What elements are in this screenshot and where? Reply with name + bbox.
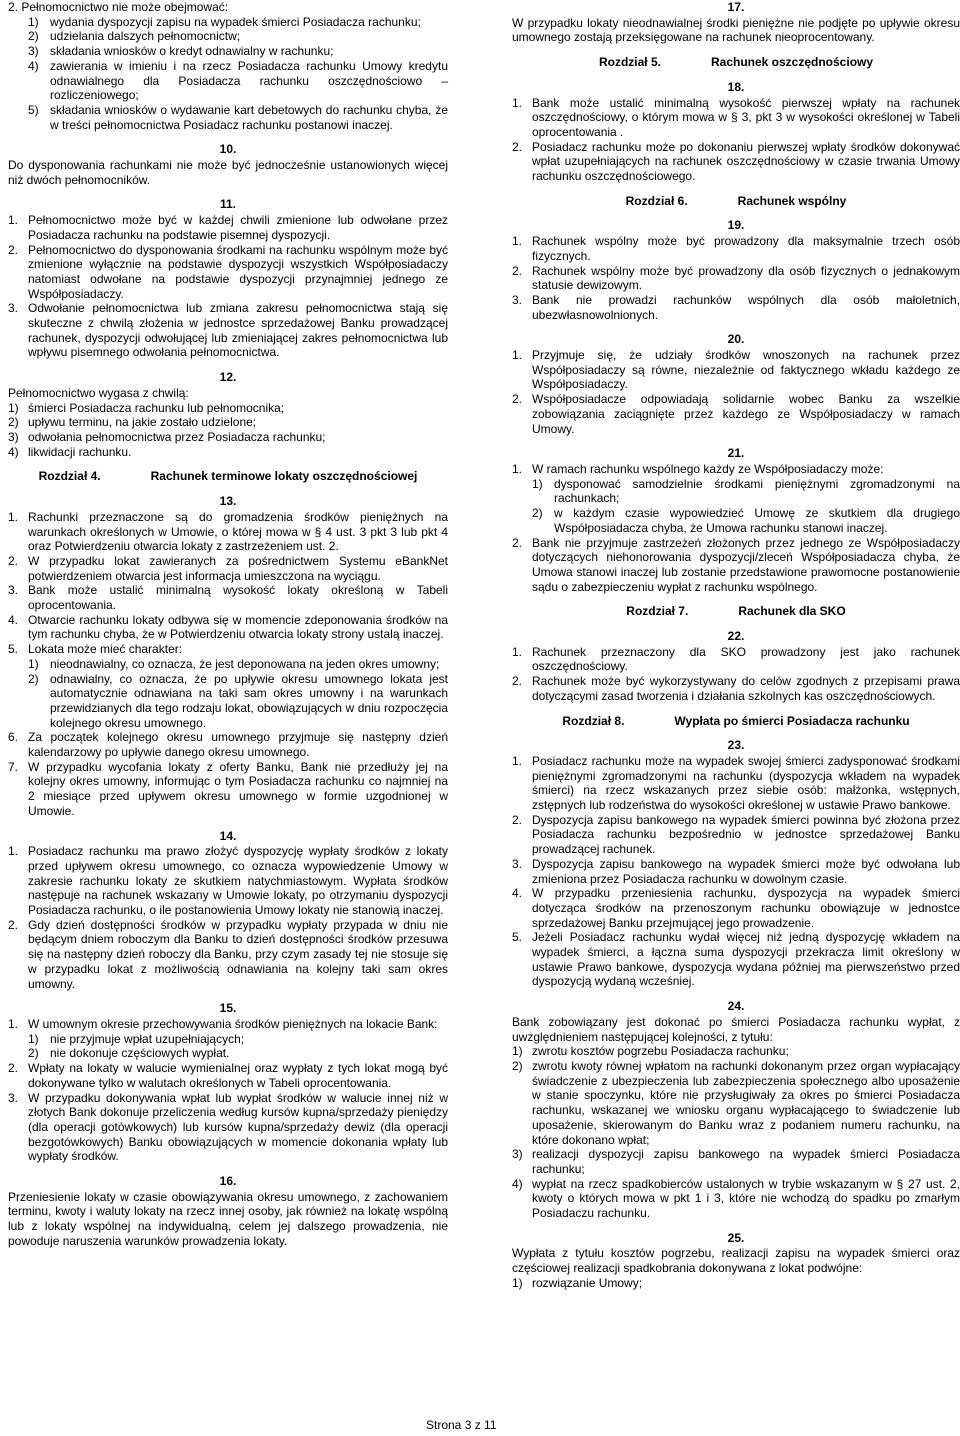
item-text: wydania dyspozycji zapisu na wypadek śmierci Posiadacza rachunku; xyxy=(50,14,421,29)
chapter-title: Rachunek terminowe lokaty oszczędnościowej xyxy=(150,469,418,484)
item-text: W przypadku przeniesienia rachunku, dyspozycja na wypadek śmierci dotycząca środków na przenoszonym rachunku obowiązuje w jednostce sprzedażowej Banku przejmującej jego prowadzenie. xyxy=(532,886,960,930)
list-item xyxy=(512,886,960,930)
item-text: W przypadku wycofania lokaty z oferty Banku, Bank nie przedłuży jej na kolejny okres umowny, informując o tym Posiadacza rachunku co najmniej na 2 miesiące przed upływem okresu umownego w formie uzgodnionej w Umowie. xyxy=(28,759,448,818)
item-text: W przypadku dokonywania wpłat lub wypłat środków w walucie innej niż w złotych Bank dokonuje przeliczenia według kursów kupna/sprzedaży pieniędzy (dla operacji gotówkowych) lub kursów kupna/sprzedaży dewiz (dla operacji bezgotówkowych) Banku obowiązujących w momencie dokonania wpłaty lub wypłaty środków. xyxy=(28,1090,448,1164)
list-item xyxy=(28,1032,448,1047)
paragraph-text: Bank zobowiązany jest dokonać po śmierci Posiadacza rachunku wypłat, z uwzględnieniem następującej kolejności, z tytułu: xyxy=(512,1014,960,1044)
item-number: 3. xyxy=(512,292,523,307)
item-number: 2. xyxy=(8,917,19,932)
list-item xyxy=(8,1017,448,1032)
item-number: 7. xyxy=(8,759,19,774)
list-item xyxy=(512,536,960,595)
item-text: Pełnomocnictwo do dysponowania środkami na rachunku wspólnym może być zmienione wyłącznie na podstawie dyspozycji wszystkich Współposiadaczy natomiast odwołane na podstawie dyspozycji przynajmniej jednego ze Współposiadaczy. xyxy=(28,242,448,301)
paragraph-heading: 14. xyxy=(219,828,237,843)
item-text: upływu terminu, na jakie zostało udzielone; xyxy=(28,415,257,430)
chapter-label: Rozdział 7. xyxy=(626,604,689,619)
list-item xyxy=(8,730,448,759)
list-item xyxy=(28,657,448,672)
item-text: nie przyjmuje wpłat uzupełniających; xyxy=(50,1031,245,1046)
list-item xyxy=(28,1046,448,1061)
page-footer: Strona 3 z 11 xyxy=(426,1418,497,1432)
paragraph-text: Przeniesienie lokaty w czasie obowiązywania okresu umownego, z zachowaniem terminu, kwoty i waluty lokaty na rzecz innej osoby, jak również na lokatę wspólną lub z lokaty wspólnej na indywidualną, celem jej dalszego prowadzenia, nie powoduje naruszenia warunków prowadzenia lokaty. xyxy=(8,1189,448,1248)
item-number: 3. xyxy=(8,583,19,598)
item-number: 1. xyxy=(512,753,523,768)
list-item xyxy=(512,264,960,293)
item-text: Gdy dzień dostępności środków w przypadku wypłaty przypada w dniu nie będącym dniem roboczym dla Banku to dzień dostępności środków przesuwa się na następny dzień roboczy dla Banku, przy czym zasady tej nie stosuje się w przypadku lokat z możliwością odnawiania na kolejny taki sam okres umowny. xyxy=(28,917,448,991)
item-text: Posiadacz rachunku ma prawo złożyć dyspozycję wypłaty środków z lokaty przed upływem okresu umownego, co oznacza wypowiedzenie Umowy w zakresie rachunku lokaty ze skutkiem natychmiastowym. Wypłata środków następuje na rachunek wskazany w Umowie lokaty, po otrzymaniu dyspozycji Posiadacza rachunku, o ile postanowienia Umowy lokaty nie stanowią inaczej. xyxy=(28,844,448,918)
chapter-label: Rozdział 5. xyxy=(598,55,661,70)
item-text: Bank może ustalić minimalną wysokość lokaty określoną w Tabeli oprocentowania. xyxy=(28,583,448,613)
chapter-heading xyxy=(8,469,448,484)
item-text: składania wniosków o kredyt odnawialny w rachunku; xyxy=(50,44,334,59)
list-item xyxy=(512,1044,960,1059)
paragraph-heading: 21. xyxy=(727,446,745,461)
item-text: Lokata może mieć charakter: xyxy=(28,642,183,657)
chapter-title: Rachunek dla SKO xyxy=(738,604,846,619)
item-number: 2. xyxy=(8,553,19,568)
item-number: 4) xyxy=(28,58,39,73)
item-text: w każdym czasie wypowiedzieć Umowę ze skutkiem dla drugiego Współposiadacza chyba, że Umowa rachunku stanowi inaczej. xyxy=(554,506,960,535)
list-item xyxy=(512,1177,960,1221)
item-number: 2) xyxy=(8,415,19,430)
item-number: 1. xyxy=(8,509,19,524)
list-item xyxy=(512,234,960,263)
item-number: 3. xyxy=(512,856,523,871)
item-number: 3) xyxy=(28,44,39,59)
chapter-heading xyxy=(512,714,960,729)
item-number: 4) xyxy=(512,1176,523,1191)
item-text: Jeżeli Posiadacz rachunku wydał więcej niż jedną dyspozycję wkładem na wypadek śmierci, a łączna suma dyspozycji przekracza limit określony w ustawie Prawo bankowe, dyspozycja wydana później ma pierwszeństwo przed dyspozycją wydaną wcześniej. xyxy=(532,930,960,989)
paragraph-heading: 12. xyxy=(219,370,237,385)
list-item xyxy=(512,645,960,674)
item-number: 5. xyxy=(512,930,523,945)
item-text: zwrotu kosztów pogrzebu Posiadacza rachunku; xyxy=(532,1044,789,1059)
list-item xyxy=(8,301,448,360)
item-number: 5. xyxy=(8,642,19,657)
list-item xyxy=(28,59,448,103)
item-number: 1) xyxy=(8,400,19,415)
list-item xyxy=(28,44,448,59)
item-text: likwidacji rachunku. xyxy=(28,444,132,459)
list-item xyxy=(512,930,960,989)
item-text: realizacji dyspozycji zapisu bankowego na wypadek śmierci Posiadacza rachunku; xyxy=(532,1147,960,1176)
list-item xyxy=(512,392,960,436)
item-text: Dyspozycja zapisu bankowego na wypadek śmierci może być odwołana lub zmieniona przez Posiadacza rachunku w dowolnym czasie. xyxy=(532,856,960,886)
item-number: 1. xyxy=(8,844,19,859)
item-number: 1) xyxy=(512,1044,523,1059)
paragraph-heading: 19. xyxy=(727,218,745,233)
item-text: wypłat na rzecz spadkobierców ustalonych w trybie wskazanym w § 27 ust. 2, kwoty o których mowa w pkt 1 i 3, które nie wchodzą do spadku po zmarłym Posiadaczu rachunku. xyxy=(532,1176,960,1221)
item-text: W ramach rachunku wspólnego każdy ze Współposiadaczy może: xyxy=(532,461,884,476)
paragraph-heading: 23. xyxy=(727,738,745,753)
paragraph-heading: 17. xyxy=(727,0,745,14)
item-number: 1) xyxy=(532,476,543,491)
list-item xyxy=(532,477,960,506)
list-item xyxy=(8,583,448,612)
chapter-label: Rozdział 8. xyxy=(562,713,625,728)
item-text: nieodnawialny, co oznacza, że jest deponowana na jeden okres umowny; xyxy=(50,656,440,671)
list-item xyxy=(8,760,448,819)
chapter-title: Wypłata po śmierci Posiadacza rachunku xyxy=(674,713,910,728)
item-text: W przypadku lokat zawieranych za pośrednictwem Systemu eBankNet potwierdzeniem otwarcia jest informacja umieszczona na wyciągu. xyxy=(28,553,448,583)
item-text: Rachunki przeznaczone są do gromadzenia środków pieniężnych na warunkach określonych w Umowie, o której mowa w § 4 ust. 3 pkt 3 lub pkt 4 oraz Potwierdzeniu otwarcia lokaty z zastrzeżeniem ust. 2. xyxy=(28,509,448,554)
item-number: 1) xyxy=(28,656,39,671)
list-item xyxy=(8,213,448,242)
item-text: Bank nie przyjmuje zastrzeżeń złożonych przez jednego ze Współposiadaczy dotyczących niehonorowania dyspozycji/zleceń Współposiadacza chyba, że Umowa stanowi inaczej lub zostanie przedstawione prawomocne postanowienie sądu o zabezpieczeniu wypłat z rachunku wspólnego. xyxy=(532,535,960,594)
item-number: 4. xyxy=(8,612,19,627)
item-number: 2. xyxy=(8,1061,19,1076)
item-number: 2. xyxy=(8,242,19,257)
list-item xyxy=(8,445,448,460)
list-item xyxy=(8,918,448,992)
list-item xyxy=(28,15,448,30)
item-text: Rachunek może być wykorzystywany do celów zgodnych z przepisami prawa dotyczącymi zasad tworzenia i działania szkolnych kas oszczędnościowych. xyxy=(532,674,960,703)
item-text: odwołania pełnomocnictwa przez Posiadacza rachunku; xyxy=(28,429,326,444)
right-column xyxy=(512,0,960,1291)
item-text: nie dokonuje częściowych wypłat. xyxy=(50,1046,230,1061)
list-item xyxy=(512,140,960,184)
paragraph-heading: 24. xyxy=(727,999,745,1014)
list-item xyxy=(512,1059,960,1147)
paragraph-heading: 10. xyxy=(219,142,237,157)
item-text: Rachunek wspólny może być prowadzony dla osób fizycznych o jednakowym statusie dewizowym. xyxy=(532,263,960,293)
item-number: 1) xyxy=(512,1275,523,1290)
item-number: 2. xyxy=(512,535,523,550)
item-text: rozwiązanie Umowy; xyxy=(532,1275,643,1290)
item-number: 2) xyxy=(532,506,543,521)
section-intro: 2. Pełnomocnictwo nie może obejmować: xyxy=(8,0,229,14)
item-number: 2) xyxy=(512,1059,523,1073)
list-item xyxy=(512,1276,960,1291)
list-item xyxy=(8,844,448,918)
list-item xyxy=(532,506,960,535)
item-number: 1. xyxy=(8,213,19,228)
item-number: 3. xyxy=(8,1090,19,1105)
item-number: 2) xyxy=(28,1046,39,1061)
list-item xyxy=(512,293,960,322)
item-number: 5) xyxy=(28,102,39,117)
item-text: Bank nie prowadzi rachunków wspólnych dla osób małoletnich, ubezwłasnowolnionych. xyxy=(532,292,960,322)
item-text: W umownym okresie przechowywania środków pieniężnych na lokacie Bank: xyxy=(28,1017,438,1031)
item-text: Rachunek wspólny może być prowadzony dla maksymalnie trzech osób fizycznych. xyxy=(532,234,960,263)
paragraph-heading: 11. xyxy=(219,197,237,212)
paragraph-heading: 13. xyxy=(219,494,237,509)
item-text: śmierci Posiadacza rachunku lub pełnomocnika; xyxy=(28,400,285,415)
item-text: udzielania dalszych pełnomocnictw; xyxy=(50,29,241,44)
list-item xyxy=(512,674,960,703)
item-text: odnawialny, co oznacza, że po upływie okresu umownego lokata jest automatycznie odnawiana na taki sam okres umowny i na warunkach przewidzianych dla tego rodzaju lokat, obowiązujących w dniu rozpoczęcia kolejnego okresu umownego. xyxy=(50,671,448,730)
paragraph-heading: 15. xyxy=(219,1001,237,1016)
item-text: Za początek kolejnego okresu umownego przyjmuje się następny dzień kalendarzowy po upływie danego okresu umownego. xyxy=(28,730,448,760)
list-item xyxy=(512,462,960,477)
list-item xyxy=(512,754,960,813)
chapter-heading xyxy=(512,604,960,619)
item-number: 2. xyxy=(512,263,523,278)
list-item xyxy=(28,29,448,44)
item-text: zwrotu kwoty równej wpłatom na rachunki dokonanym przez organ wypłacający świadczenie z ubezpieczenia lub zabezpieczenia społecznego albo uposażenie w stanie spoczynku, które nie przysługiwały za okres po śmierci Posiadacza rachunku, wskazanej we wniosku organu wypłacającego to świadczenie lub uposażenie, skierowanym do Banku wraz z podaniem numeru rachunku, na które dokonano wpłat; xyxy=(532,1059,960,1147)
item-number: 4) xyxy=(8,444,19,459)
chapter-heading xyxy=(512,55,960,70)
item-text: dysponować samodzielnie środkami pieniężnymi zgromadzonymi na rachunkach; xyxy=(554,476,960,506)
left-column xyxy=(8,0,448,1249)
list-item xyxy=(8,613,448,642)
item-number: 1) xyxy=(28,1031,39,1046)
list-item xyxy=(8,642,448,657)
item-text: Posiadacz rachunku może po dokonaniu pierwszej wpłaty środków dokonywać wpłat uzupełniających na rachunek oszczędnościowy w czasie trwania Umowy rachunku oszczędnościowego. xyxy=(532,139,960,184)
list-item xyxy=(8,1061,448,1090)
item-text: Posiadacz rachunku może na wypadek swojej śmierci zadysponować środkami pieniężnymi zgromadzonymi na rachunku (dyspozycja wkładem na wypadek śmierci) na rzecz wskazanych przez siebie osób: małżonka, wstępnych, zstępnych lub rodzeństwa do wysokości określonej w ustawie Prawo bankowe. xyxy=(532,753,960,813)
item-number: 1. xyxy=(512,644,523,659)
item-number: 2. xyxy=(512,674,523,689)
item-number: 1. xyxy=(512,348,523,363)
item-text: Otwarcie rachunku lokaty odbywa się w momencie zdeponowania środków na tym rachunku chyba, że w Potwierdzeniu otwarcia lokaty strony ustalą inaczej. xyxy=(28,612,448,642)
item-number: 2) xyxy=(28,29,39,44)
item-text: zawierania w imieniu i na rzecz Posiadacza rachunku Umowy kredytu odnawialnego dla Posiadacza rachunku oszczędnościowo –rozliczeniowego; xyxy=(50,58,448,103)
item-number: 2. xyxy=(512,812,523,827)
list-item xyxy=(512,813,960,857)
list-item xyxy=(512,1147,960,1176)
paragraph-text: Do dysponowania rachunkami nie może być jednocześnie ustanowionych więcej niż dwóch pełnomocników. xyxy=(8,158,448,187)
list-item xyxy=(8,1091,448,1165)
list-item xyxy=(512,857,960,886)
item-text: Bank może ustalić minimalną wysokość pierwszej wpłaty na rachunek oszczędnościowy, o którym mowa w § 3, pkt 3 w wysokości określonej w Tabeli oprocentowania . xyxy=(532,95,960,139)
item-text: Pełnomocnictwo może być w każdej chwili zmienione lub odwołane przez Posiadacza rachunku na podstawie pisemnej dyspozycji. xyxy=(28,213,448,242)
item-text: Współposiadacze odpowiadają solidarnie wobec Banku za wszelkie zobowiązania zaciągnięte przez każdego ze Współposiadaczy w ramach Umowy. xyxy=(532,392,960,436)
item-text: Przyjmuje się, że udziały środków wnoszonych na rachunek przez Współposiadaczy są równe, niezależnie od faktycznego wkładu każdego ze Współposiadaczy. xyxy=(532,348,960,392)
list-item xyxy=(28,672,448,731)
paragraph-text: Wypłata z tytułu kosztów pogrzebu, realizacji zapisu na wypadek śmierci oraz częściowej realizacji spadkobrania dokonywana z lokat podwójne: xyxy=(512,1246,960,1276)
chapter-title: Rachunek oszczędnościowy xyxy=(710,55,874,70)
item-number: 2) xyxy=(28,671,39,686)
item-text: Wpłaty na lokaty w walucie wymienialnej oraz wypłaty z tych lokat mogą być dokonywane tylko w walutach określonych w Tabeli oprocentowania. xyxy=(28,1061,448,1090)
paragraph-heading: 25. xyxy=(727,1230,745,1245)
item-number: 3. xyxy=(8,301,19,316)
list-item xyxy=(8,401,448,416)
paragraph-heading: 20. xyxy=(727,332,745,347)
chapter-label: Rozdział 6. xyxy=(625,193,688,208)
item-number: 1. xyxy=(512,461,523,476)
item-number: 2. xyxy=(512,139,523,154)
item-number: 6. xyxy=(8,730,19,745)
item-text: Dyspozycja zapisu bankowego na wypadek śmierci powinna być złożona przez Posiadacza rachunku bezpośrednio w jednostce sprzedażowej Banku prowadzącej rachunek. xyxy=(532,812,960,857)
chapter-label: Rozdział 4. xyxy=(38,469,101,484)
chapter-heading xyxy=(512,194,960,209)
paragraph-text: Pełnomocnictwo wygasa z chwilą: xyxy=(8,385,189,400)
item-number: 2. xyxy=(512,392,523,407)
item-number: 1. xyxy=(8,1017,19,1031)
paragraph-heading: 18. xyxy=(727,79,745,94)
item-number: 1) xyxy=(28,14,39,29)
item-number: 1. xyxy=(512,95,523,110)
item-number: 4. xyxy=(512,886,523,901)
chapter-title: Rachunek wspólny xyxy=(737,193,847,208)
item-number: 3) xyxy=(8,429,19,444)
list-item xyxy=(8,510,448,554)
list-item xyxy=(8,415,448,430)
item-number: 1. xyxy=(512,234,523,249)
list-item xyxy=(8,554,448,583)
paragraph-heading: 22. xyxy=(727,629,745,644)
list-item xyxy=(28,103,448,132)
item-number: 3) xyxy=(512,1147,523,1162)
paragraph-text: W przypadku lokaty nieodnawialnej środki pieniężne nie podjęte po upływie okresu umownego zostają przeksięgowane na rachunek nieoprocentowany. xyxy=(512,15,960,45)
item-text: Rachunek przeznaczony dla SKO prowadzony jest jako rachunek oszczędnościowy. xyxy=(532,644,960,674)
list-item xyxy=(8,243,448,302)
list-item xyxy=(512,96,960,140)
list-item xyxy=(8,430,448,445)
list-item xyxy=(512,348,960,392)
item-text: Odwołanie pełnomocnictwa lub zmiana zakresu pełnomocnictwa stają się skuteczne z chwilą złożenia w jednostce sprzedażowej Banku prowadzącej rachunek, dyspozycji odwołującej lub zmieniającej zakres pełnomocnictwa lub wpływu pisemnego odwołania pełnomocnictwa. xyxy=(28,301,448,360)
item-text: składania wniosków o wydawanie kart debetowych do rachunku chyba, że w treści pełnomocnictwa Posiadacz rachunku postanowi inaczej. xyxy=(50,102,448,132)
paragraph-heading: 16. xyxy=(219,1174,237,1189)
